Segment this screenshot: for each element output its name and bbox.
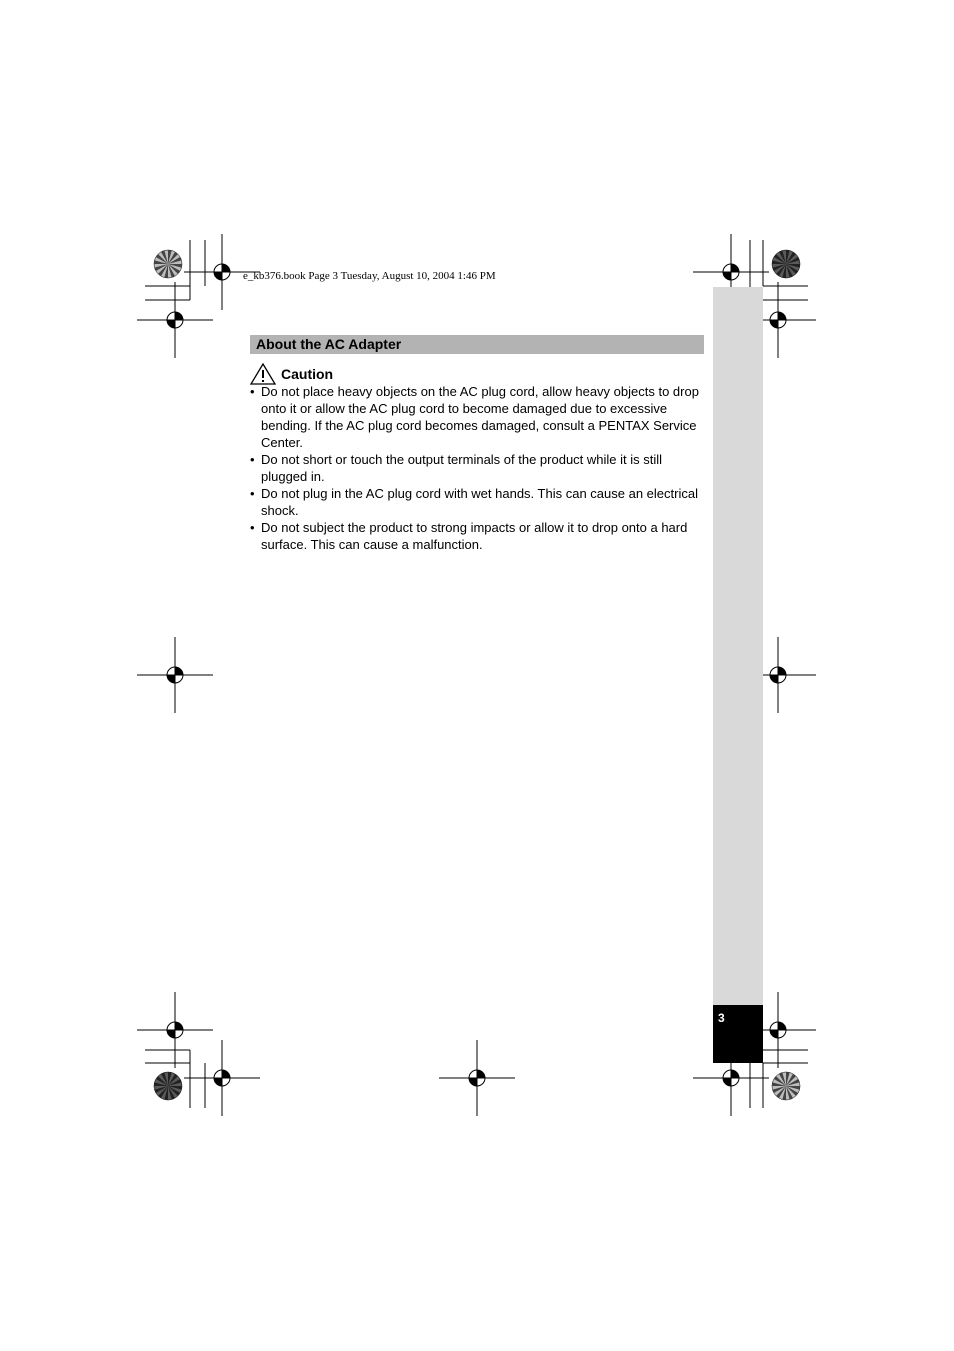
list-item-text: Do not short or touch the output terminals of the product while it is still plugged in. bbox=[261, 452, 663, 484]
list-item-text: Do not place heavy objects on the AC plug cord, allow heavy objects to drop onto it or allow the AC plug cord to become damaged due to excessive bending. If the AC plug cord becomes damaged, consult a PENTAX Service Center. bbox=[261, 384, 699, 450]
color-target-icon bbox=[772, 1072, 800, 1100]
caution-heading: Caution bbox=[281, 366, 334, 382]
color-target-icon bbox=[154, 250, 182, 278]
bullet-icon: • bbox=[250, 520, 255, 535]
color-target-icon bbox=[154, 1072, 182, 1100]
registration-mark-icon bbox=[137, 637, 213, 713]
page-number: 3 bbox=[718, 1011, 725, 1025]
warning-triangle-icon bbox=[250, 363, 276, 385]
side-thumb-strip bbox=[713, 287, 763, 1007]
book-file-header: e_kb376.book Page 3 Tuesday, August 10, 2004 1:46 PM bbox=[243, 270, 496, 282]
list-item-text: Do not plug in the AC plug cord with wet hands. This can cause an electrical shock. bbox=[261, 486, 698, 518]
bullet-icon: • bbox=[250, 486, 255, 501]
caution-list bbox=[250, 383, 710, 553]
registration-mark-icon bbox=[439, 1040, 515, 1116]
list-item-text: Do not subject the product to strong impacts or allow it to drop onto a hard surface. This can cause a malfunction. bbox=[261, 520, 688, 552]
registration-mark-icon bbox=[137, 282, 213, 358]
list-item bbox=[250, 485, 710, 519]
registration-mark-icon bbox=[137, 992, 213, 1068]
bullet-icon: • bbox=[250, 452, 255, 467]
bullet-icon: • bbox=[250, 384, 255, 399]
list-item bbox=[250, 383, 710, 451]
list-item bbox=[250, 451, 710, 485]
registration-mark-icon bbox=[184, 1040, 260, 1116]
section-title: About the AC Adapter bbox=[256, 336, 402, 352]
list-item bbox=[250, 519, 710, 553]
color-target-icon bbox=[772, 250, 800, 278]
